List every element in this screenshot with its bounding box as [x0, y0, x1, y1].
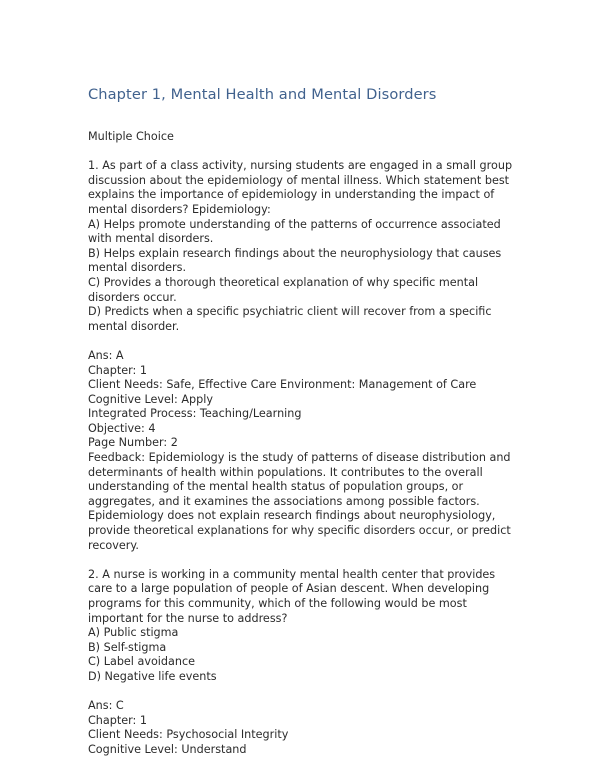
meta-client-needs: Client Needs: Safe, Effective Care Environment: Management of Care — [88, 378, 477, 392]
question-option-c[interactable]: C) Label avoidance — [88, 655, 195, 669]
question-option-a[interactable]: A) Helps promote understanding of the patterns of occurrence associated with mental disorders. — [88, 217, 501, 246]
meta-cognitive-level: Cognitive Level: Understand — [88, 742, 247, 756]
question-option-c[interactable]: C) Provides a thorough theoretical explanation of why specific mental disorders occur. — [88, 275, 479, 304]
question-option-a[interactable]: A) Public stigma — [88, 626, 179, 640]
section-label-multiple-choice: Multiple Choice — [88, 130, 174, 143]
answer-block-2 — [88, 699, 514, 757]
question-option-d[interactable]: D) Negative life events — [88, 669, 217, 683]
answer-block-1 — [88, 349, 514, 553]
meta-page-number: Page Number: 2 — [88, 436, 178, 450]
answer-key: Ans: A — [88, 348, 124, 362]
question-option-b[interactable]: B) Helps explain research findings about the neurophysiology that causes mental disorders. — [88, 246, 502, 275]
meta-integrated-process: Integrated Process: Teaching/Learning — [88, 407, 302, 421]
question-block-2 — [88, 568, 514, 685]
question-option-d[interactable]: D) Predicts when a specific psychiatric client will recover from a specific mental disorder. — [88, 305, 492, 333]
question-stem: 2. A nurse is working in a community mental health center that provides care to a large population of people of Asian descent. When developing programs for this community, which of the following would be most important for the nurse to address? — [88, 567, 496, 625]
question-stem: 1. As part of a class activity, nursing students are engaged in a small group discussion about the epidemiology of mental illness. Which statement best explains the importance of epidemiology in understanding the impact of mental disorders? Epidemiology: — [88, 159, 513, 216]
meta-cognitive-level: Cognitive Level: Apply — [88, 392, 213, 406]
page-title: Chapter 1, Mental Health and Mental Disorders — [88, 86, 437, 103]
answer-key: Ans: C — [88, 699, 124, 713]
question-block-1 — [88, 159, 514, 334]
meta-objective: Objective: 4 — [88, 421, 156, 435]
question-option-b[interactable]: B) Self-stigma — [88, 640, 167, 654]
meta-chapter: Chapter: 1 — [88, 713, 147, 727]
meta-chapter: Chapter: 1 — [88, 363, 147, 377]
meta-feedback: Feedback: Epidemiology is the study of patterns of disease distribution and determinants of health within populations. It contributes to the overall understanding of the mental health status of population groups, or aggregates, and it examines the associations among possible factors. Epidemiology does not explain research findings about neurophysiology, provide theoretical explanations for why specific disorders occur, or predict recovery. — [88, 451, 511, 552]
meta-client-needs: Client Needs: Psychosocial Integrity — [88, 728, 289, 742]
